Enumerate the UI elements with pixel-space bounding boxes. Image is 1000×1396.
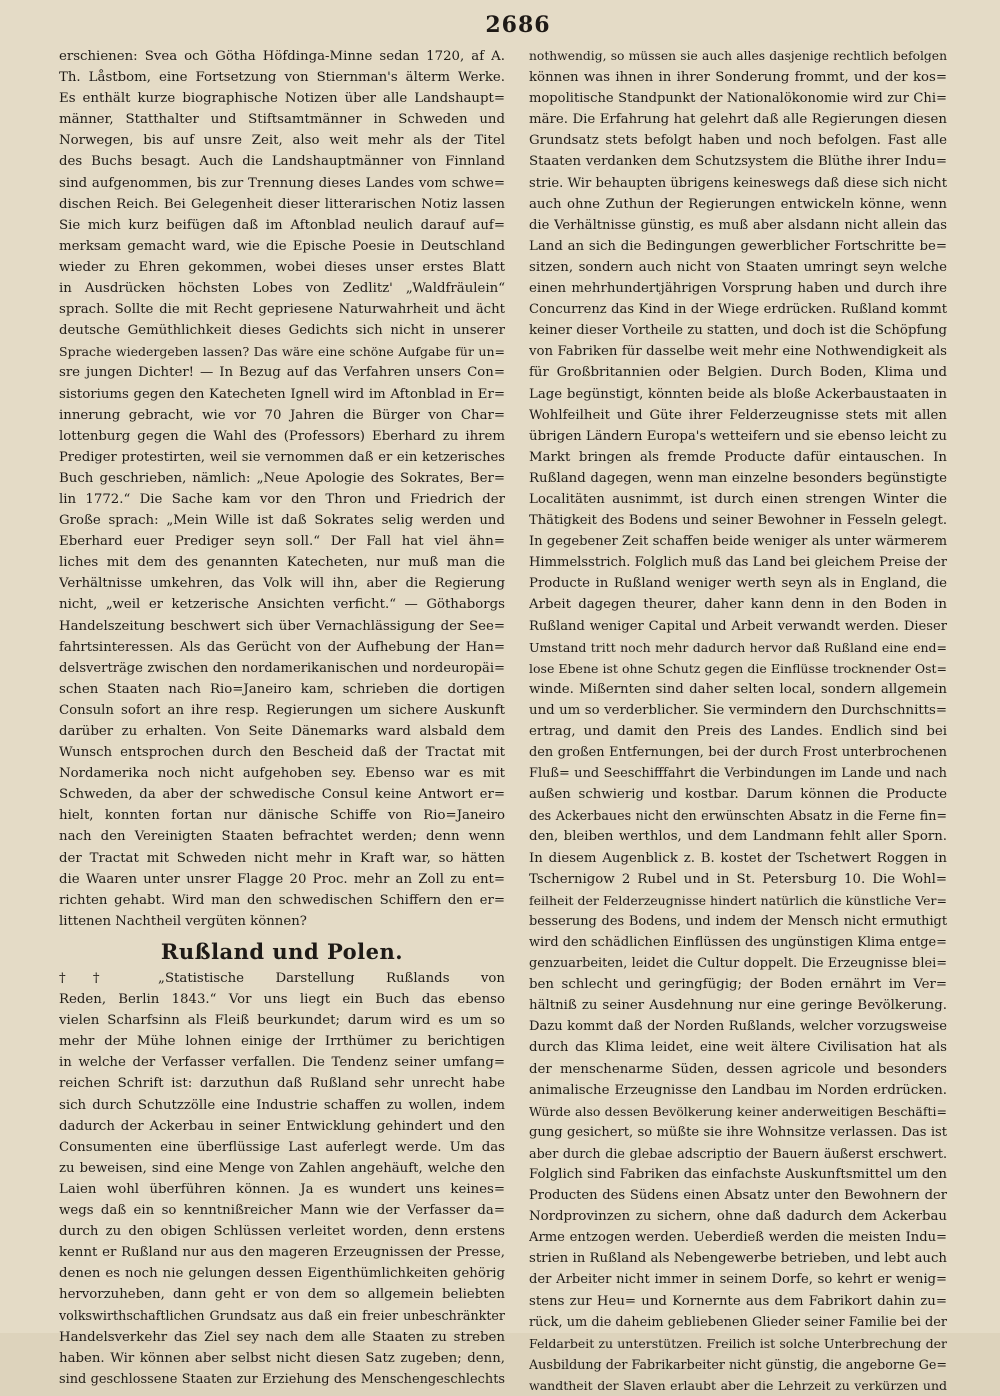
text-line: die Waaren unter unsrer Flagge 20 Proc. mehr an Zoll zu ent=: [59, 871, 505, 887]
text-line: sind aufgenommen, bis zur Trennung dieses Landes vom schwe=: [59, 175, 505, 191]
text-line: Arbeit dagegen theurer, daher kann denn in den Boden in: [529, 597, 947, 613]
text-line: nach den Vereinigten Staaten befrachtet werden; denn wenn: [59, 829, 505, 845]
text-line: männer, Statthalter und Stiftsamtmänner in Schweden und: [59, 112, 505, 128]
text-line: den, bleiben werthlos, und dem Landmann fehlt aller Sporn.: [529, 829, 947, 845]
text-line: Th. Låstbom, eine Fortsetzung von Stiernman's älterm Werke.: [59, 70, 505, 86]
text-line: Wohlfeilheit und Güte ihrer Felderzeugnisse stets mit allen: [529, 407, 947, 423]
text-line: †† „Statistische Darstellung Rußlands von: [59, 970, 505, 986]
text-line: wandtheit der Slaven erlaubt aber die Lehrzeit zu verkürzen und: [529, 1377, 947, 1393]
text-line: delsverträge zwischen den nordamerikanischen und nordeuropäi=: [59, 660, 505, 676]
text-line: sre jungen Dichter! — In Bezug auf das Verfahren unsers Con=: [59, 365, 505, 381]
text-line: Buch geschrieben, nämlich: „Neue Apologie des Sokrates, Ber=: [59, 470, 505, 486]
text-line: dadurch der Ackerbau in seiner Entwicklung gehindert und den: [59, 1118, 505, 1134]
text-line: Folglich sind Fabriken das einfachste Auskunftsmittel um den: [529, 1166, 947, 1182]
text-line: mopolitische Standpunkt der Nationalökonomie wird zur Chi=: [529, 91, 947, 107]
text-line: übrigen Ländern Europa's wetteifern und sie ebenso leicht zu: [529, 428, 947, 444]
text-line: Ausbildung der Fabrikarbeiter nicht günstig, die angeborne Ge=: [529, 1356, 947, 1372]
text-line: darüber zu erhalten. Von Seite Dänemarks ward alsbald dem: [59, 724, 505, 739]
text-line: ben schlecht und geringfügig; der Boden ernährt im Ver=: [529, 977, 947, 993]
text-line: Sprache wiedergeben lassen? Das wäre eine schöne Aufgabe für un=: [59, 344, 505, 360]
page-number: 2686: [485, 12, 551, 38]
text-line: lose Ebene ist ohne Schutz gegen die Einflüsse trocknender Ost=: [529, 660, 947, 676]
text-line: Wunsch entsprochen durch den Bescheid daß der Tractat mit: [59, 745, 505, 761]
text-line: hältniß zu seiner Ausdehnung nur eine geringe Bevölkerung.: [529, 998, 947, 1014]
left-column: [59, 46, 505, 1390]
text-line: deutsche Gemüthlichkeit dieses Gedichts sich nicht in unserer: [59, 323, 505, 339]
text-line: Verhältnisse umkehren, das Volk will ihn, aber die Regierung: [59, 576, 505, 592]
text-line: in Ausdrücken höchsten Lobes von Zedlitz' „Waldfräulein“: [59, 281, 505, 297]
text-line: Große sprach: „Mein Wille ist daß Sokrates selig werden und: [59, 513, 505, 529]
text-line: littenen Nachtheil vergüten können?: [59, 913, 307, 929]
text-line: fahrtsinteressen. Als das Gerücht von der Aufhebung der Han=: [59, 639, 505, 655]
text-line: dischen Reich. Bei Gelegenheit dieser litterarischen Notiz lassen: [59, 196, 505, 212]
text-line: Tschernigow 2 Rubel und in St. Petersburg 10. Die Wohl=: [529, 871, 947, 887]
text-line: Eberhard euer Prediger seyn soll.“ Der Fall hat viel ähn=: [59, 534, 505, 550]
text-line: winde. Mißernten sind daher selten local, sondern allgemein: [529, 681, 947, 697]
text-line: Nordamerika noch nicht aufgehoben sey. Ebenso war es mit: [59, 766, 505, 782]
text-line: Rußland dagegen, wenn man einzelne besonders begünstigte: [529, 470, 947, 486]
text-line: sich durch Schutzzölle eine Industrie schaffen zu wollen, indem: [59, 1097, 505, 1113]
text-line: ertrag, und damit den Preis des Landes. Endlich sind bei: [529, 724, 947, 739]
text-line: Norwegen, bis auf unsre Zeit, also weit mehr als der Titel: [59, 133, 505, 149]
text-line: Es enthält kurze biographische Notizen über alle Landshaupt=: [59, 91, 505, 107]
text-line: mehr der Mühe lohnen einige der Irrthümer zu berichtigen: [59, 1034, 505, 1050]
text-line: in welche der Verfasser verfallen. Die Tendenz seiner umfang=: [59, 1055, 505, 1071]
text-line: Producten des Südens einen Absatz unter den Bewohnern der: [529, 1188, 947, 1204]
text-line: Consumenten eine überflüssige Last auferlegt werde. Um das: [59, 1139, 505, 1155]
text-line: durch das Klima leidet, eine weit ältere Civilisation hat als: [529, 1040, 947, 1056]
text-line: sistoriums gegen den Katecheten Ignell wird im Aftonblad in Er=: [59, 386, 505, 402]
text-line: einen mehrhundertjährigen Vorsprung haben und durch ihre: [529, 281, 947, 297]
text-line: Markt bringen als fremde Producte dafür eintauschen. In: [529, 449, 947, 465]
text-line: Handelsverkehr das Ziel sey nach dem alle Staaten zu streben: [59, 1329, 505, 1345]
text-line: wird den schädlichen Einflüssen des ungünstigen Klima entge=: [529, 934, 947, 950]
right-column: [529, 46, 947, 1396]
text-line: der menschenarme Süden, dessen agricole und besonders: [529, 1061, 947, 1077]
text-line: Land an sich die Bedingungen gewerblicher Fortschritte be=: [529, 238, 947, 254]
text-line: Consuln sofort an ihre resp. Regierungen um sichere Auskunft: [59, 702, 505, 718]
text-line: und um so verderblicher. Sie vermindern den Durchschnitts=: [529, 702, 947, 718]
text-line: lottenburg gegen die Wahl des (Professors) Eberhard zu ihrem: [59, 428, 505, 444]
text-line: die Verhältnisse günstig, es muß aber alsdann nicht allein das: [529, 217, 947, 233]
text-line: richten gehabt. Wird man den schwedischen Schiffern den er=: [59, 892, 505, 908]
text-line: sprach. Sollte die mit Recht gepriesene Naturwahrheit und ächt: [59, 302, 505, 318]
text-line: durch zu den obigen Schlüssen verleitet worden, denn erstens: [59, 1224, 505, 1240]
text-line: wegs daß ein so kenntnißreicher Mann wie der Verfasser da=: [59, 1202, 505, 1218]
text-line: Dazu kommt daß der Norden Rußlands, welcher vorzugsweise: [529, 1019, 947, 1035]
text-line: schen Staaten nach Rio=Janeiro kam, schrieben die dortigen: [59, 681, 505, 697]
text-line: hervorzuheben, dann geht er von dem so allgemein beliebten: [59, 1287, 505, 1303]
text-line: Laien wohl überführen können. Ja es wundert uns keines=: [59, 1181, 505, 1197]
text-line: Fluß= und Seeschifffahrt die Verbindungen im Lande und nach: [529, 766, 947, 782]
text-line: stens zur Heu= und Kornernte aus dem Fabrikort dahin zu=: [529, 1293, 947, 1309]
text-line: Reden, Berlin 1843.“ Vor uns liegt ein Buch das ebenso: [59, 992, 505, 1008]
text-line: von Fabriken für dasselbe weit mehr eine Nothwendigkeit als: [529, 344, 947, 360]
text-line: nothwendig, so müssen sie auch alles dasjenige rechtlich befolgen: [529, 49, 947, 63]
text-line: In diesem Augenblick z. B. kostet der Tschetwert Roggen in: [529, 850, 947, 866]
text-line: genzuarbeiten, leidet die Cultur doppelt. Die Erzeugnisse blei=: [529, 956, 947, 972]
text-line: Umstand tritt noch mehr dadurch hervor daß Rußland eine end=: [529, 639, 947, 655]
text-line: außen schwierig und kostbar. Darum können die Producte: [529, 787, 947, 803]
text-line: Localitäten ausnimmt, ist durch einen strengen Winter die: [529, 491, 947, 507]
right-column-text: [529, 46, 947, 1396]
text-line: lin 1772.“ Die Sache kam vor den Thron und Friedrich der: [59, 491, 505, 507]
text-line: denen es noch nie gelungen dessen Eigenthümlichkeiten gehörig: [59, 1266, 505, 1282]
text-line: strien in Rußland als Nebengewerbe betrieben, und lebt auch: [529, 1251, 947, 1267]
text-line: Arme entzogen werden. Ueberdieß werden die meisten Indu=: [529, 1230, 947, 1246]
text-line: hielt, konnten fortan nur dänische Schiffe von Rio=Janeiro: [59, 808, 505, 824]
text-line: vielen Scharfsinn als Fleiß beurkundet; darum wird es um so: [59, 1013, 505, 1029]
text-line: Nordprovinzen zu sichern, ohne daß dadurch dem Ackerbau: [529, 1209, 947, 1225]
text-line: Rußland weniger Capital und Arbeit verwandt werden. Dieser: [529, 618, 947, 634]
text-line: den großen Entfernungen, bei der durch Frost unterbrochenen: [529, 745, 947, 761]
text-line: für Großbritannien oder Belgien. Durch Boden, Klima und: [529, 365, 947, 381]
text-line: Lage begünstigt, könnten beide als bloße Ackerbaustaaten in: [529, 386, 947, 402]
text-line: Himmelsstrich. Folglich muß das Land bei gleichem Preise der: [529, 555, 947, 571]
text-line: animalische Erzeugnisse den Landbau im Norden erdrücken.: [529, 1082, 947, 1098]
text-line: Grundsatz stets befolgt haben und noch befolgen. Fast alle: [529, 133, 947, 149]
text-line: Concurrenz das Kind in der Wiege erdrücken. Rußland kommt: [529, 302, 947, 318]
text-line: auch ohne Zuthun der Regierungen entwickeln könne, wenn: [529, 196, 947, 212]
text-line: haben. Wir können aber selbst nicht diesen Satz zugeben; denn,: [59, 1350, 505, 1366]
text-line: nicht, „weil er ketzerische Ansichten verficht.“ — Göthaborgs: [59, 597, 505, 613]
text-line: Staaten verdanken dem Schutzsystem die Blüthe ihrer Indu=: [529, 154, 947, 170]
text-line: der Tractat mit Schweden nicht mehr in Kraft war, so hätten: [59, 850, 505, 866]
text-line: des Ackerbaues nicht den erwünschten Absatz in die Ferne fin=: [529, 808, 947, 824]
text-line: wieder zu Ehren gekommen, wobei dieses unser erstes Blatt: [59, 259, 505, 275]
text-line: innerung gebracht, wie vor 70 Jahren die Bürger von Char=: [59, 407, 505, 423]
text-line: erschienen: Svea och Götha Höfdinga-Minne sedan 1720, af A.: [59, 49, 505, 64]
text-line: Sie mich kurz beifügen daß im Aftonblad neulich darauf auf=: [59, 217, 505, 233]
text-line: In gegebener Zeit schaffen beide weniger als unter wärmerem: [529, 534, 947, 550]
left-column-text-after-heading: [59, 968, 505, 1390]
text-line: liches mit dem des genannten Katecheten, nur muß man die: [59, 555, 505, 571]
text-line: sitzen, sondern auch nicht von Staaten umringt seyn welche: [529, 259, 947, 275]
text-line: merksam gemacht ward, wie die Epische Poesie in Deutschland: [59, 238, 505, 254]
text-line: der Arbeiter nicht immer in seinem Dorfe, so kehrt er wenig=: [529, 1272, 947, 1288]
text-line: Prediger protestirten, weil sie vernommen daß er ein ketzerisches: [59, 449, 505, 465]
text-line: Thätigkeit des Bodens und seiner Bewohner in Fesseln gelegt.: [529, 513, 947, 529]
text-line: aber durch die glebae adscriptio der Bauern äußerst erschwert.: [529, 1145, 947, 1161]
text-line: keiner dieser Vortheile zu statten, und doch ist die Schöpfung: [529, 323, 947, 339]
text-line: zu beweisen, sind eine Menge von Zahlen angehäuft, welche den: [59, 1160, 505, 1176]
left-column-text-before-heading: [59, 46, 505, 932]
text-line: Producte in Rußland weniger werth seyn als in England, die: [529, 576, 947, 592]
text-line: rück, um die daheim gebliebenen Glieder seiner Familie bei der: [529, 1314, 947, 1330]
text-line: Würde also dessen Bevölkerung keiner anderweitigen Beschäfti=: [529, 1103, 947, 1119]
text-line: Schweden, da aber der schwedische Consul keine Antwort er=: [59, 787, 505, 803]
text-line: volkswirthschaftlichen Grundsatz aus daß ein freier unbeschränkter: [59, 1308, 505, 1324]
text-line: besserung des Bodens, und indem der Mensch nicht ermuthigt: [529, 913, 947, 929]
text-line: reichen Schrift ist: darzuthun daß Rußland sehr unrecht habe: [59, 1076, 505, 1092]
text-line: feilheit der Felderzeugnisse hindert natürlich die künstliche Ver=: [529, 892, 947, 908]
text-line: märe. Die Erfahrung hat gelehrt daß alle Regierungen diesen: [529, 112, 947, 128]
text-line: sind geschlossene Staaten zur Erziehung des Menschengeschlechts: [59, 1371, 505, 1387]
text-line: des Buchs besagt. Auch die Landshauptmänner von Finnland: [59, 154, 505, 170]
section-heading: Rußland und Polen.: [160, 938, 404, 964]
text-line: strie. Wir behaupten übrigens keineswegs daß diese sich nicht: [529, 175, 947, 191]
text-line: gung gesichert, so müßte sie ihre Wohnsitze verlassen. Das ist: [529, 1124, 947, 1140]
text-line: kennt er Rußland nur aus den mageren Erzeugnissen der Presse,: [59, 1245, 505, 1261]
text-line: Feldarbeit zu unterstützen. Freilich ist solche Unterbrechung der: [529, 1335, 947, 1351]
text-line: Handelszeitung beschwert sich über Vernachlässigung der See=: [59, 618, 505, 634]
text-line: können was ihnen in ihrer Sonderung frommt, und der kos=: [529, 70, 947, 86]
